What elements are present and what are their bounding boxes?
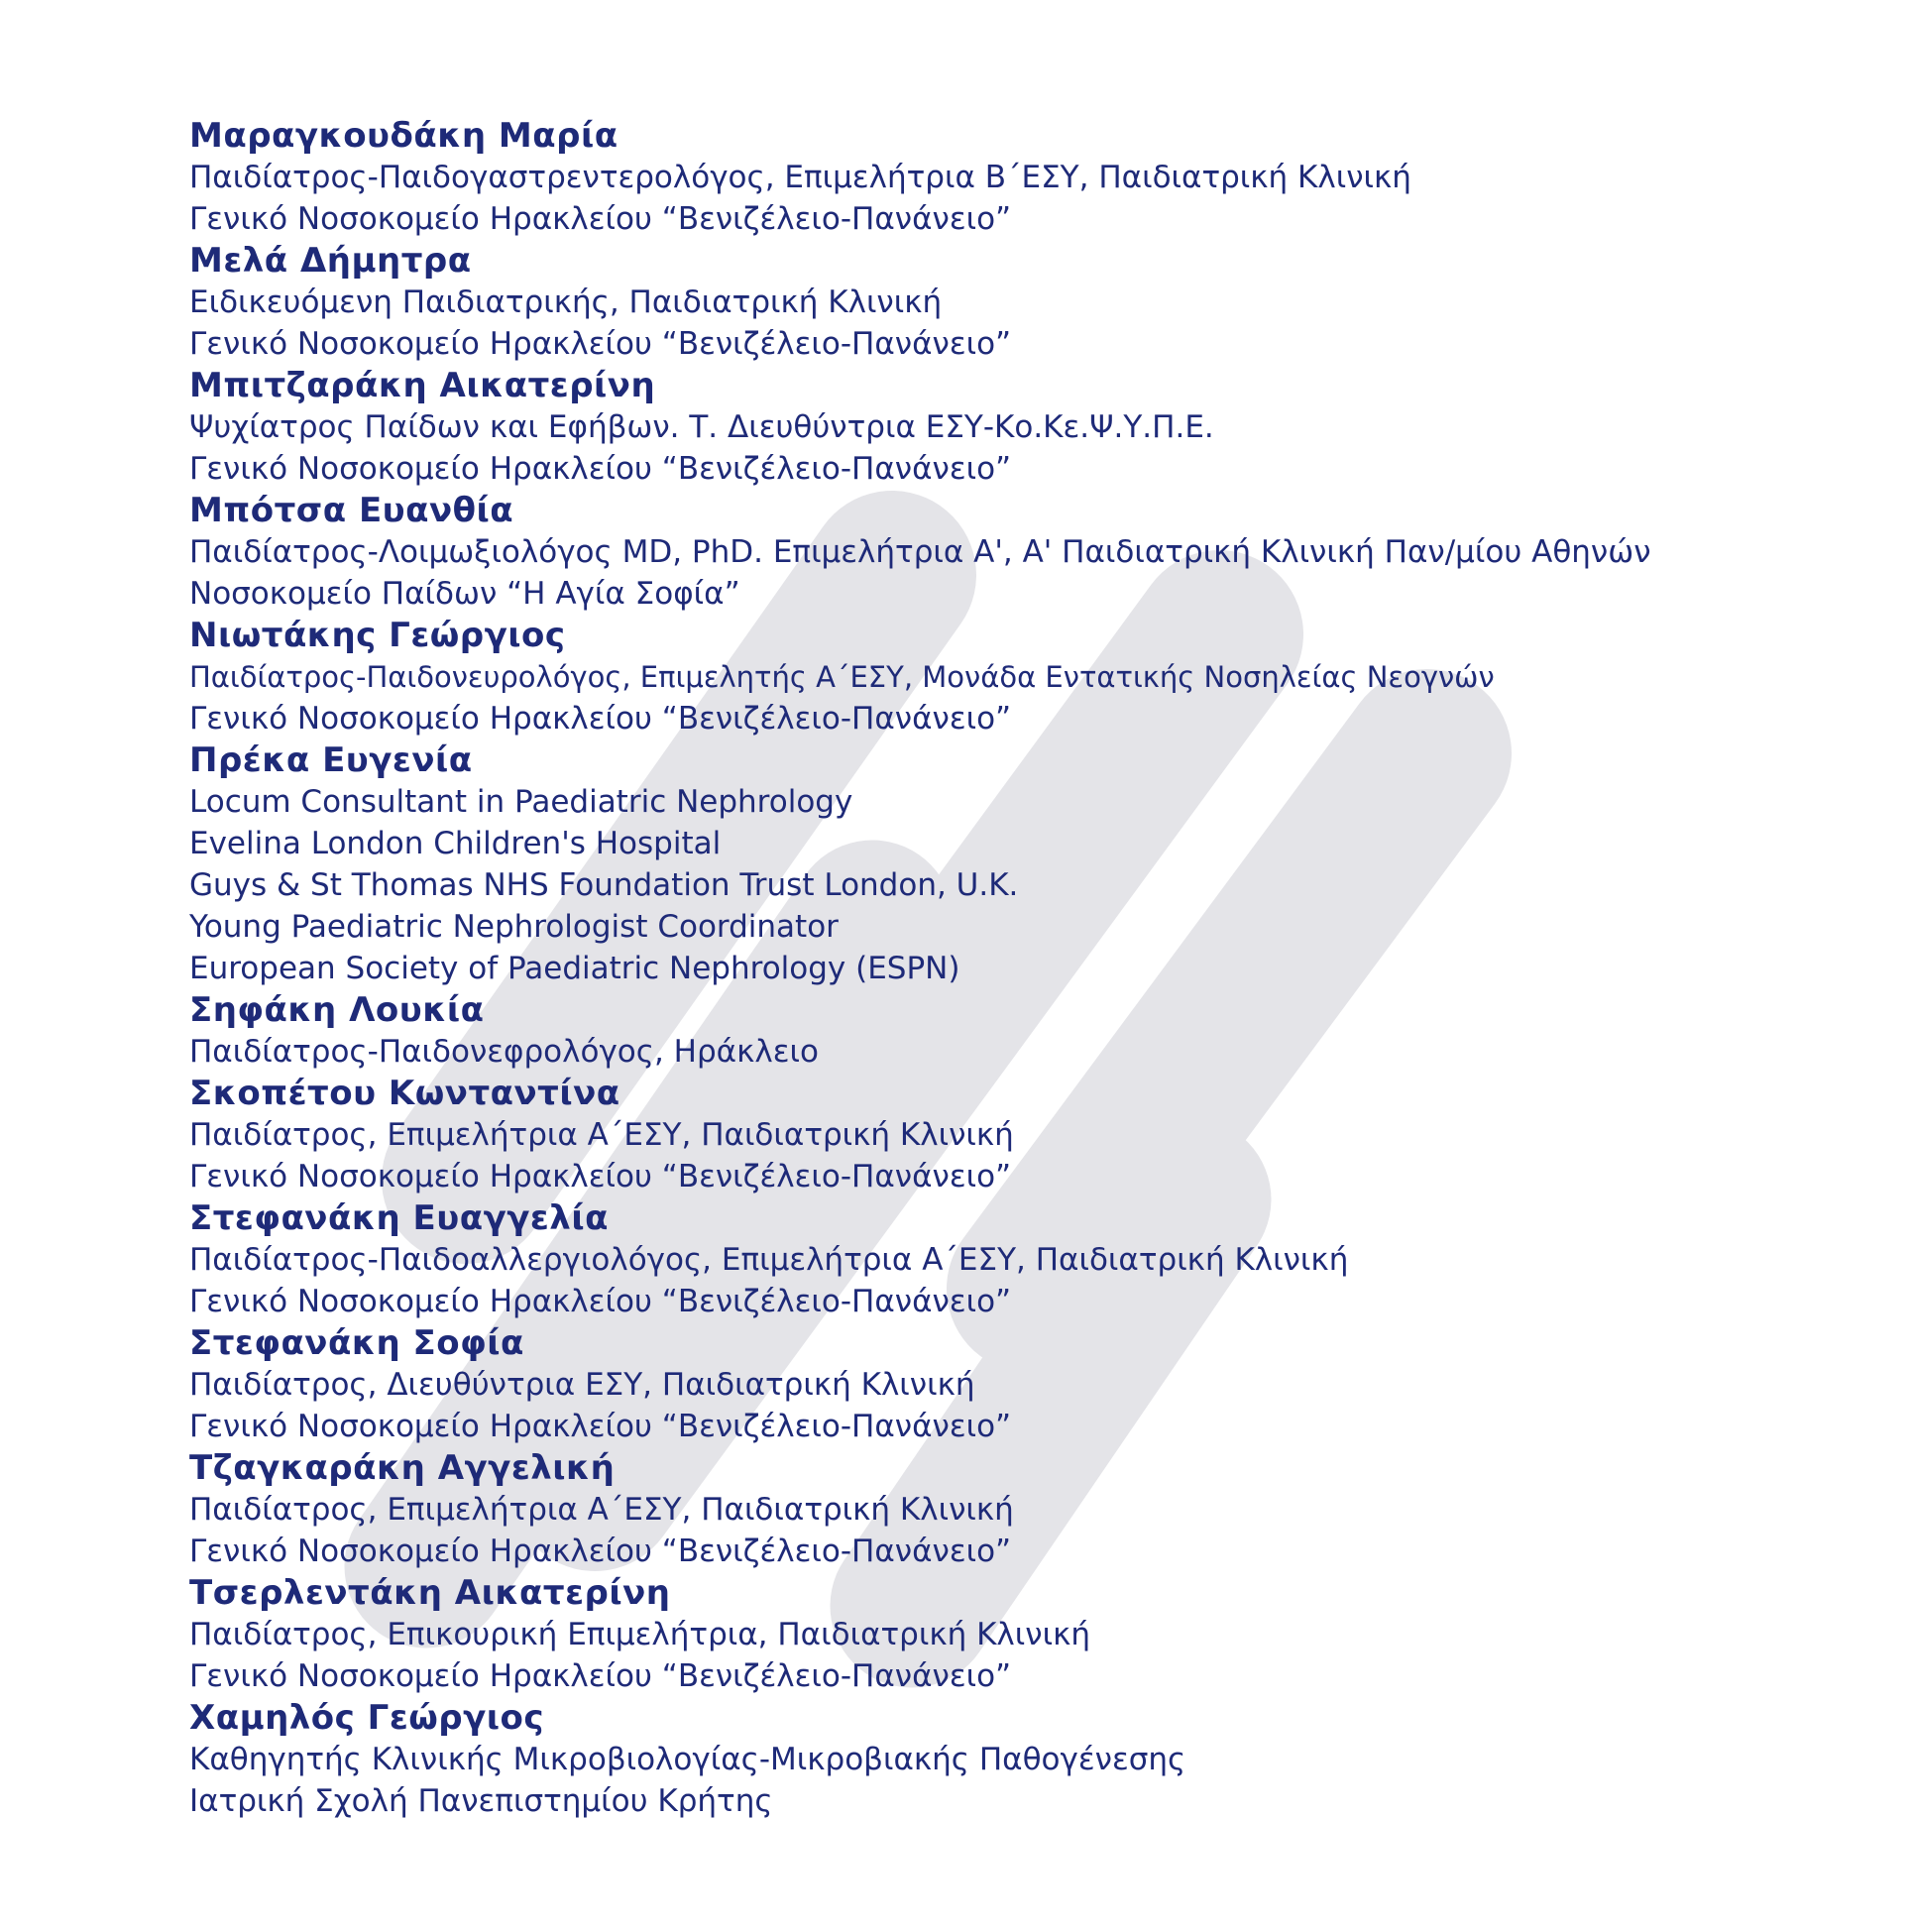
faculty-name: Νιωτάκης Γεώργιος	[189, 616, 566, 655]
faculty-entry	[189, 1572, 1874, 1697]
faculty-affiliation-line: Ειδικευόμενη Παιδιατρικής, Παιδιατρική Κλινική	[189, 284, 943, 320]
faculty-affiliation-line: Παιδίατρος-Παιδοαλλεργιολόγος, Επιμελήτρια Α΄ΕΣΥ, Παιδιατρική Κλινική	[189, 1242, 1349, 1278]
faculty-affiliation-line: Παιδίατρος-Παιδονεφρολόγος, Ηράκλειο	[189, 1034, 819, 1070]
faculty-affiliation-line: Παιδίατρος, Διευθύντρια ΕΣΥ, Παιδιατρική Κλινική	[189, 1367, 975, 1403]
faculty-entry	[189, 615, 1874, 739]
faculty-entry	[189, 365, 1874, 490]
faculty-affiliation-line: Παιδίατρος-Παιδογαστρεντερολόγος, Επιμελήτρια Β΄ΕΣΥ, Παιδιατρική Κλινική	[189, 160, 1411, 195]
faculty-affiliation-line: Παιδίατρος-Λοιμωξιολόγος MD, PhD. Επιμελήτρια Α', Α' Παιδιατρική Κλινική Παν/μίου Αθηνών	[189, 534, 1651, 570]
faculty-name: Πρέκα Ευγενία	[189, 740, 473, 780]
faculty-name: Χαμηλός Γεώργιος	[189, 1698, 545, 1738]
faculty-affiliation-line: Γενικό Νοσοκομείο Ηρακλείου “Βενιζέλειο-Πανάνειο”	[189, 701, 1012, 737]
faculty-affiliation-line: Evelina London Children's Hospital	[189, 826, 722, 861]
faculty-affiliation-line: Γενικό Νοσοκομείο Ηρακλείου “Βενιζέλειο-Πανάνειο”	[189, 451, 1012, 487]
faculty-affiliation-line: Παιδίατρος, Επικουρική Επιμελήτρια, Παιδιατρική Κλινική	[189, 1617, 1090, 1652]
faculty-entry	[189, 1197, 1874, 1322]
faculty-affiliation-line: Καθηγητής Κλινικής Μικροβιολογίας-Μικροβιακής Παθογένεσης	[189, 1742, 1186, 1777]
faculty-affiliation-line: Γενικό Νοσοκομείο Ηρακλείου “Βενιζέλειο-Πανάνειο”	[189, 1658, 1012, 1694]
faculty-affiliation-line: Γενικό Νοσοκομείο Ηρακλείου “Βενιζέλειο-Πανάνειο”	[189, 201, 1012, 237]
faculty-affiliation-line: Ιατρική Σχολή Πανεπιστημίου Κρήτης	[189, 1783, 773, 1819]
faculty-name: Στεφανάκη Ευαγγελία	[189, 1198, 609, 1238]
faculty-affiliation-line: Παιδίατρος, Επιμελήτρια Α΄ΕΣΥ, Παιδιατρική Κλινική	[189, 1117, 1014, 1153]
faculty-name: Μελά Δήμητρα	[189, 241, 472, 281]
faculty-entry	[189, 240, 1874, 365]
faculty-affiliation-line: Γενικό Νοσοκομείο Ηρακλείου “Βενιζέλειο-Πανάνειο”	[189, 1159, 1012, 1194]
faculty-affiliation-line: Νοσοκομείο Παίδων “Η Αγία Σοφία”	[189, 576, 740, 612]
faculty-name: Μαραγκουδάκη Μαρία	[189, 116, 619, 156]
faculty-name: Σηφάκη Λουκία	[189, 990, 485, 1030]
faculty-name: Στεφανάκη Σοφία	[189, 1323, 524, 1363]
faculty-entry	[189, 989, 1874, 1073]
faculty-entry	[189, 1322, 1874, 1447]
faculty-entry	[189, 1447, 1874, 1572]
faculty-name: Τζαγκαράκη Αγγελική	[189, 1448, 616, 1488]
faculty-affiliation-line: Παιδίατρος, Επιμελήτρια Α΄ΕΣΥ, Παιδιατρική Κλινική	[189, 1492, 1014, 1528]
faculty-affiliation-line: Ψυχίατρος Παίδων και Εφήβων. Τ. Διευθύντρια ΕΣΥ-Κο.Κε.Ψ.Υ.Π.Ε.	[189, 409, 1214, 445]
faculty-entry	[189, 490, 1874, 615]
faculty-affiliation-line: Γενικό Νοσοκομείο Ηρακλείου “Βενιζέλειο-Πανάνειο”	[189, 326, 1012, 362]
faculty-affiliation-line: Guys & St Thomas NHS Foundation Trust London, U.K.	[189, 867, 1019, 903]
faculty-name: Μπιτζαράκη Αικατερίνη	[189, 366, 656, 405]
faculty-name: Μπότσα Ευανθία	[189, 491, 514, 530]
faculty-entry	[189, 115, 1874, 240]
faculty-affiliation-line: Γενικό Νοσοκομείο Ηρακλείου “Βενιζέλειο-Πανάνειο”	[189, 1534, 1012, 1569]
faculty-affiliation-line: Γενικό Νοσοκομείο Ηρακλείου “Βενιζέλειο-Πανάνειο”	[189, 1409, 1012, 1444]
faculty-affiliation-line: European Society of Paediatric Nephrology (ESPN)	[189, 951, 960, 986]
faculty-entry	[189, 739, 1874, 989]
faculty-name: Σκοπέτου Κωνταντίνα	[189, 1074, 620, 1113]
faculty-entry	[189, 1073, 1874, 1197]
faculty-name: Τσερλεντάκη Αικατερίνη	[189, 1573, 671, 1613]
faculty-affiliation-line: Locum Consultant in Paediatric Nephrology	[189, 784, 853, 820]
faculty-entry	[189, 1697, 1874, 1822]
faculty-affiliation-line: Young Paediatric Nephrologist Coordinator	[189, 909, 839, 945]
faculty-list	[189, 115, 1874, 1822]
faculty-affiliation-line: Γενικό Νοσοκομείο Ηρακλείου “Βενιζέλειο-Πανάνειο”	[189, 1284, 1012, 1319]
faculty-affiliation-line: Παιδίατρος-Παιδονευρολόγος, Επιμελητής Α΄ΕΣΥ, Μονάδα Εντατικής Νοσηλείας Νεογνών	[189, 660, 1495, 694]
